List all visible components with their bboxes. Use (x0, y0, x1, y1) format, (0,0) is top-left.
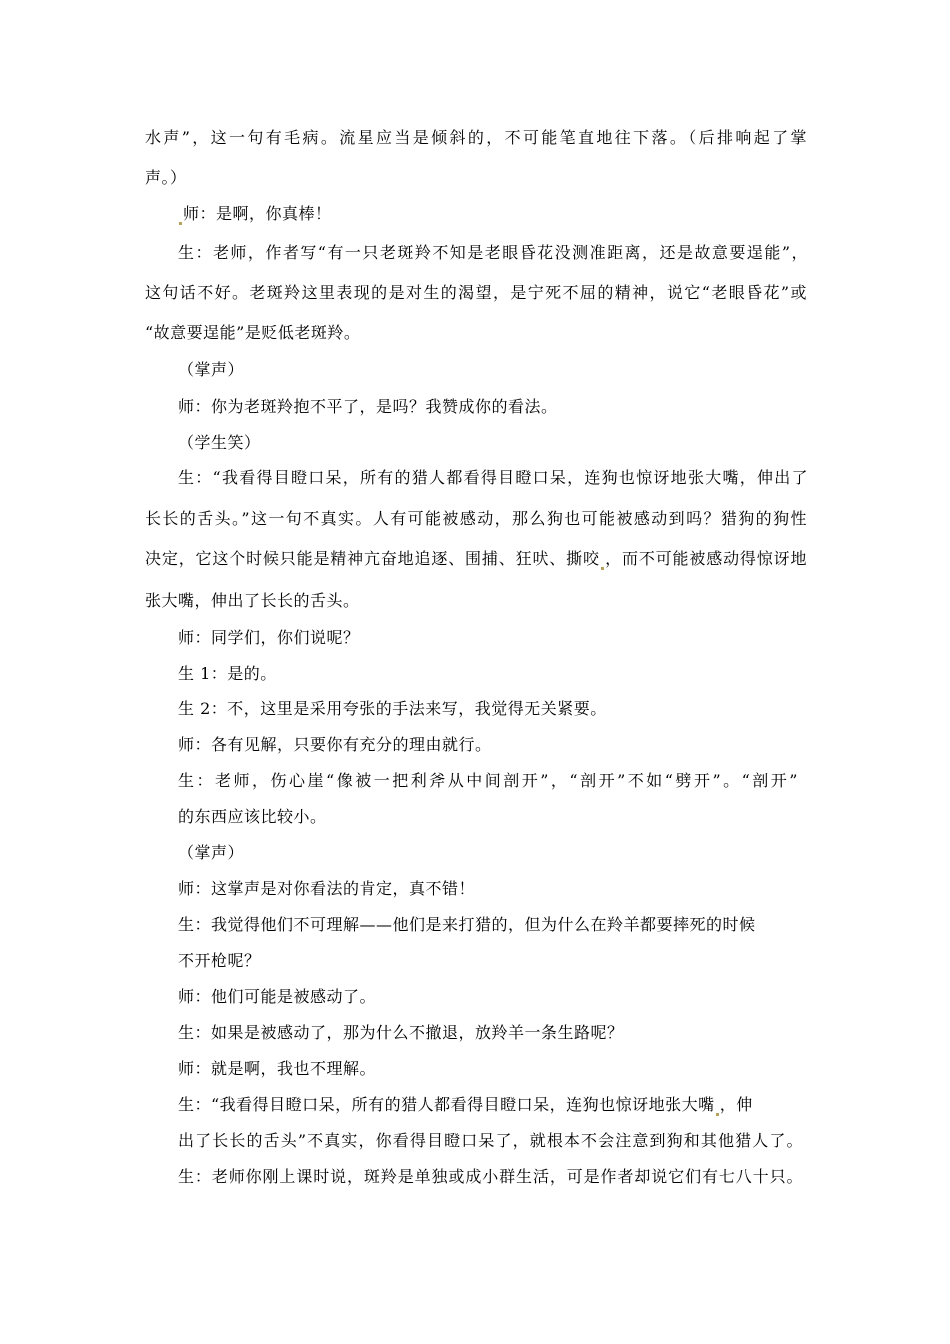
text-line: 声。） (145, 168, 187, 187)
text-line: 出了长长的舌头”不真实，你看得目瞪口呆了，就根本不会注意到狗和其他猎人了。 (178, 1131, 803, 1150)
text-line: 长长的舌头。”这一句不真实。人有可能被感动，那么狗也可能被感动到吗？猎狗的狗性 (145, 509, 807, 528)
text-line: “故意要逞能”是贬低老斑羚。 (145, 323, 361, 342)
text-line: 生：老师，伤心崖“像被一把利斧从中间剖开”，“剖开”不如“劈开”。“剖开” (178, 771, 798, 790)
text-line: 生：老师，作者写“有一只老斑羚不知是老眼昏花没测准距离，还是故意要逞能”， (178, 243, 808, 262)
text-line: 师：你为老斑羚抱不平了，是吗？我赞成你的看法。 (178, 397, 558, 416)
text-line: 决定，它这个时候只能是精神亢奋地追逐、围捕、狂吠、撕咬 ，而不可能被感动得惊讶地 (145, 549, 807, 568)
mark-icon (179, 222, 182, 225)
text-line: 张大嘴，伸出了长长的舌头。 (145, 591, 360, 610)
text-line: 师：他们可能是被感动了。 (178, 987, 377, 1006)
text-line: 生：老师你刚上课时说，斑羚是单独或成小群生活，可是作者却说它们有七八十只。 (178, 1167, 803, 1186)
text-line: 师：是啊，你真棒！ (178, 203, 332, 225)
text-line: 生 1：是的。 (178, 664, 277, 683)
text-line: 不开枪呢？ (178, 951, 261, 970)
text-line: 这句话不好。老斑羚这里表现的是对生的渴望，是宁死不屈的精神，说它“老眼昏花”或 (145, 283, 807, 302)
text-line: 水声”，这一句有毛病。流星应当是倾斜的，不可能笔直地往下落。（后排响起了掌 (145, 128, 807, 147)
text-line: （掌声） (178, 843, 245, 862)
text-line: 师：就是啊，我也不理解。 (178, 1059, 377, 1078)
text-line: 生：“我看得目瞪口呆，所有的猎人都看得目瞪口呆，连狗也惊讶地张大嘴，伸出了 (178, 468, 808, 487)
text-line: 师：这掌声是对你看法的肯定，真不错！ (178, 879, 476, 898)
text-line: 师：同学们，你们说呢？ (178, 628, 360, 647)
text-line: 生：如果是被感动了，那为什么不撤退，放羚羊一条生路呢？ (178, 1023, 624, 1042)
text-line: （掌声） (178, 360, 245, 379)
mark-icon (716, 1113, 719, 1116)
text-line: （学生笑） (178, 433, 261, 452)
text-line: 生：“我看得目瞪口呆，所有的猎人都看得目瞪口呆，连狗也惊讶地张大嘴 ，伸 (178, 1095, 753, 1114)
text-line: 师：各有见解，只要你有充分的理由就行。 (178, 735, 492, 754)
mark-icon (601, 567, 604, 570)
text-line: 生：我觉得他们不可理解——他们是来打猎的，但为什么在羚羊都要摔死的时候 (178, 915, 756, 934)
text-line: 的东西应该比较小。 (178, 807, 327, 826)
text-line: 生 2：不，这里是采用夸张的手法来写，我觉得无关紧要。 (178, 699, 607, 718)
